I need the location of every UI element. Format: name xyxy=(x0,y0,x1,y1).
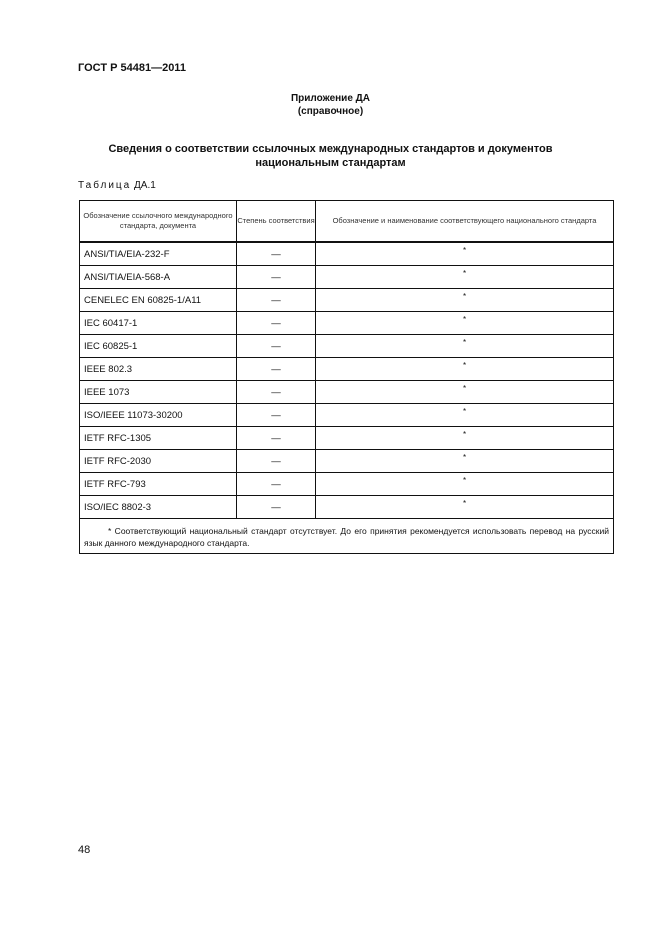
appendix-title: Приложение ДА xyxy=(290,93,371,104)
cell-national: * xyxy=(316,335,614,358)
table-caption-word: Таблица xyxy=(78,180,132,191)
page-number: 48 xyxy=(78,844,91,856)
cell-reference: IEC 60417-1 xyxy=(80,312,237,335)
table-row xyxy=(80,427,614,450)
cell-national: * xyxy=(316,312,614,335)
document-code: ГОСТ Р 54481—2011 xyxy=(78,62,186,74)
table-caption-id: ДА.1 xyxy=(134,180,156,191)
cell-national: * xyxy=(316,450,614,473)
table-row xyxy=(80,358,614,381)
cell-national: * xyxy=(316,496,614,519)
cell-national: * xyxy=(316,289,614,312)
cell-degree: — xyxy=(237,381,316,404)
cell-reference: ISO/IEEE 11073-30200 xyxy=(80,404,237,427)
table-row xyxy=(80,404,614,427)
cell-reference: ANSI/TIA/EIA-232-F xyxy=(80,242,237,266)
cell-reference: CENELEC EN 60825-1/A11 xyxy=(80,289,237,312)
cell-degree: — xyxy=(237,427,316,450)
table-caption xyxy=(78,180,156,191)
cell-degree: — xyxy=(237,335,316,358)
table-row xyxy=(80,266,614,289)
table-row xyxy=(80,473,614,496)
table-row xyxy=(80,450,614,473)
footnote-row xyxy=(80,519,614,554)
correspondence-table xyxy=(79,200,614,554)
cell-reference: IETF RFC-1305 xyxy=(80,427,237,450)
table-header-row xyxy=(80,201,614,243)
table-footnote xyxy=(80,519,614,554)
cell-reference: IEEE 802.3 xyxy=(80,358,237,381)
table-footnote-text: * Соответствующий национальный стандарт отсутствует. До его принятия рекомендуется использовать перевод на русский язык данного международного стандарта. xyxy=(84,526,609,548)
table-row xyxy=(80,496,614,519)
appendix-subtitle: (справочное) xyxy=(297,106,364,117)
cell-national: * xyxy=(316,242,614,266)
section-heading xyxy=(100,142,561,170)
table-row xyxy=(80,335,614,358)
cell-degree: — xyxy=(237,266,316,289)
column-header-national: Обозначение и наименование соответствующего национального стандарта xyxy=(316,201,614,243)
table-row xyxy=(80,242,614,266)
cell-reference: ANSI/TIA/EIA-568-A xyxy=(80,266,237,289)
section-heading-line-2: национальным стандартам xyxy=(255,157,406,169)
column-header-degree: Степень соответствия xyxy=(237,201,316,243)
cell-national: * xyxy=(316,358,614,381)
cell-national: * xyxy=(316,473,614,496)
cell-reference: IEEE 1073 xyxy=(80,381,237,404)
section-heading-line-1: Сведения о соответствии ссылочных международных стандартов и документов xyxy=(108,143,553,155)
cell-degree: — xyxy=(237,289,316,312)
cell-degree: — xyxy=(237,496,316,519)
appendix-label xyxy=(0,92,661,118)
cell-national: * xyxy=(316,404,614,427)
cell-national: * xyxy=(316,427,614,450)
cell-degree: — xyxy=(237,450,316,473)
table-row xyxy=(80,289,614,312)
cell-degree: — xyxy=(237,473,316,496)
cell-degree: — xyxy=(237,358,316,381)
table-row xyxy=(80,312,614,335)
cell-national: * xyxy=(316,381,614,404)
table-row xyxy=(80,381,614,404)
cell-reference: IETF RFC-793 xyxy=(80,473,237,496)
cell-degree: — xyxy=(237,404,316,427)
cell-degree: — xyxy=(237,242,316,266)
cell-reference: IEC 60825-1 xyxy=(80,335,237,358)
cell-reference: ISO/IEC 8802-3 xyxy=(80,496,237,519)
cell-national: * xyxy=(316,266,614,289)
cell-reference: IETF RFC-2030 xyxy=(80,450,237,473)
cell-degree: — xyxy=(237,312,316,335)
column-header-reference: Обозначение ссылочного международного стандарта, документа xyxy=(80,201,237,243)
